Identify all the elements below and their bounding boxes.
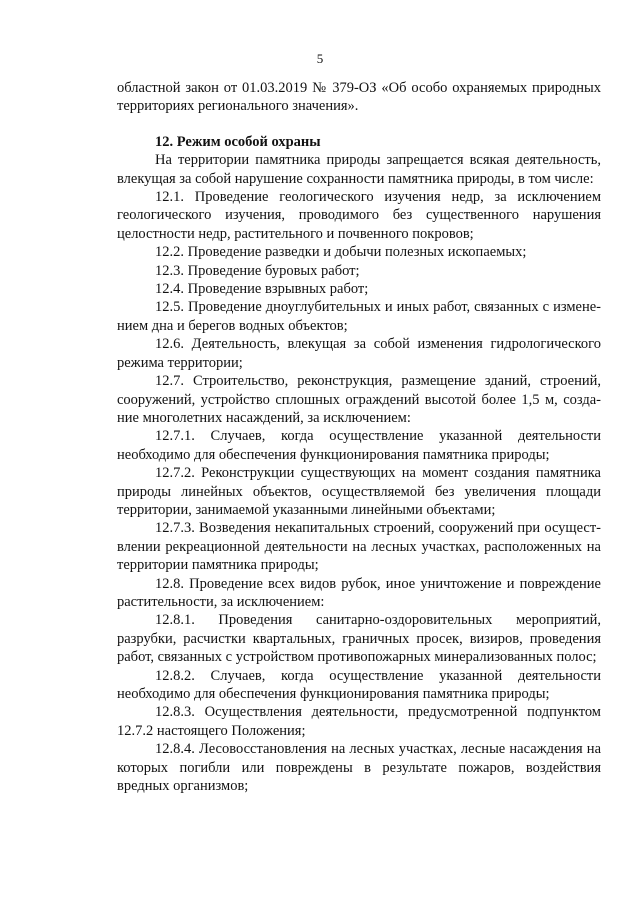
item-12-1: 12.1. Проведение геологического изучения недр, за исключением геологического изучения, проводимого без существенного нарушения целостности недр, растительного и почвенного покровов; [117, 189, 601, 242]
item-12-7-3: 12.7.3. Возведения некапитальных строений, сооружений при осущест-влении рекреационной деятельности на лесных участках, расположенных на территории памятника природы; [117, 520, 601, 574]
item-12-7: 12.7. Строительство, реконструкция, размещение зданий, строений, сооружений, устройство сплошных ограждений высотой более 1,5 м, созда-ние многолетних насаждений, за исключением: [117, 373, 601, 426]
item-12-3: 12.3. Проведение буровых работ; [155, 262, 360, 279]
section-heading: 12. Режим особой охраны [155, 133, 321, 150]
item-12-8-3: 12.8.3. Осуществления деятельности, предусмотренной подпунктом 12.7.2 настоящего Положения; [117, 704, 601, 739]
item-12-5: 12.5. Проведение дноуглубительных и иных работ, связанных с измене-нием дна и берегов водных объектов; [117, 299, 601, 334]
item-12-7-1: 12.7.1. Случаев, когда осуществление указанной деятельности необходимо для обеспечения функционирования памятника природы; [117, 428, 601, 463]
item-12-8-2: 12.8.2. Случаев, когда осуществление указанной деятельности необходимо для обеспечения функционирования памятника природы; [117, 667, 601, 702]
item-12-7-2: 12.7.2. Реконструкции существующих на момент создания памятника природы линейных объектов, осуществляемой без увеличения площади территории, занимаемой указанными линейными объектами; [117, 465, 601, 518]
paragraph-law-reference: областной закон от 01.03.2019 № 379-ОЗ «Об особо охраняемых природных территориях регионального значения». [117, 80, 601, 115]
paragraph-intro: На территории памятника природы запрещается всякая деятельность, влекущая за собой нарушение сохранности памятника природы, в том числе: [117, 152, 601, 187]
item-12-8: 12.8. Проведение всех видов рубок, иное уничтожение и повреждение растительности, за исключением: [117, 575, 601, 610]
item-12-6: 12.6. Деятельность, влекущая за собой изменения гидрологического режима территории; [117, 336, 601, 371]
page-number: 5 [316, 51, 324, 66]
item-12-4: 12.4. Проведение взрывных работ; [155, 281, 369, 298]
document-body [117, 79, 601, 795]
item-12-2: 12.2. Проведение разведки и добычи полезных ископаемых; [155, 244, 527, 261]
item-12-8-4: 12.8.4. Лесовосстановления на лесных участках, лесные насаждения на которых погибли или повреждены в результате пожаров, воздействия вредных организмов; [117, 741, 601, 795]
item-12-8-1: 12.8.1. Проведения санитарно-оздоровительных мероприятий, разрубки, расчистки квартальных, граничных просек, визиров, проведения работ, связанных с устройством противопожарных минерализованных полос; [117, 612, 601, 666]
